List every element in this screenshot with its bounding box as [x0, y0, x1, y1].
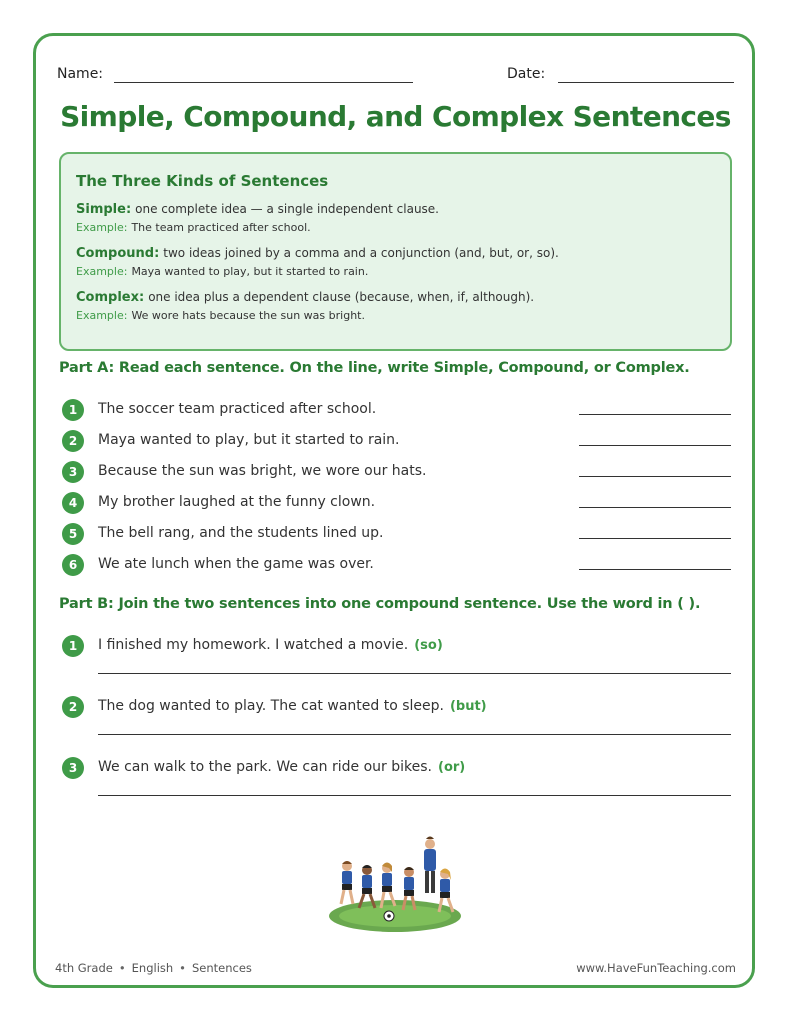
example-label: Example:	[76, 221, 128, 234]
kind-name: Complex:	[76, 290, 145, 305]
name-input-line[interactable]	[114, 82, 413, 83]
page-title: Simple, Compound, and Complex Sentences	[60, 100, 731, 133]
footer-subject: English	[131, 961, 174, 975]
kind-name: Simple:	[76, 202, 132, 217]
footer-topic: Sentences	[191, 961, 252, 975]
part-a-heading: Part A: Read each sentence. On the line, write Simple, Compound, or Complex.	[59, 360, 690, 376]
kind-desc: one idea plus a dependent clause (because, when, if, although).	[148, 290, 535, 304]
answer-line[interactable]	[579, 538, 731, 539]
number-badge: 1	[62, 399, 84, 421]
kind-name: Compound:	[76, 246, 160, 261]
answer-line[interactable]	[98, 795, 731, 796]
answer-line[interactable]	[579, 569, 731, 570]
example-complex	[76, 309, 365, 322]
example-label: Example:	[76, 265, 128, 278]
part-a-item	[62, 461, 732, 485]
number-badge: 3	[62, 461, 84, 483]
number-badge: 2	[62, 430, 84, 452]
sentence-pair-text: The dog wanted to play. The cat wanted to sleep.	[98, 698, 444, 714]
part-b-heading: Part B: Join the two sentences into one compound sentence. Use the word in ( ).	[59, 596, 701, 612]
footer-separator: •	[118, 961, 126, 975]
number-badge: 5	[62, 523, 84, 545]
part-a-item	[62, 554, 732, 578]
info-box-title: The Three Kinds of Sentences	[76, 172, 329, 190]
number-badge: 1	[62, 635, 84, 657]
sentence-text: We ate lunch when the game was over.	[98, 556, 374, 572]
sentence-pair	[98, 637, 443, 653]
number-badge: 4	[62, 492, 84, 514]
kind-simple	[76, 202, 439, 217]
number-badge: 6	[62, 554, 84, 576]
conjunction-hint: (so)	[414, 638, 443, 653]
answer-line[interactable]	[98, 734, 731, 735]
kind-desc: one complete idea — a single independent clause.	[135, 202, 439, 216]
info-box	[59, 152, 732, 351]
answer-line[interactable]	[579, 507, 731, 508]
soccer-kids-illustration	[325, 828, 465, 936]
part-a-item	[62, 523, 732, 547]
kind-complex	[76, 290, 534, 305]
part-a-item	[62, 430, 732, 454]
footer-separator: •	[179, 961, 186, 975]
part-b-item	[62, 757, 732, 817]
kind-compound	[76, 246, 559, 261]
example-compound	[76, 265, 368, 278]
footer-grade: 4th Grade	[55, 961, 113, 975]
sentence-text: The bell rang, and the students lined up.	[98, 525, 384, 541]
footer-website-link[interactable]: www.HaveFunTeaching.com	[576, 961, 736, 975]
sentence-text: Maya wanted to play, but it started to rain.	[98, 432, 400, 448]
sentence-text: The soccer team practiced after school.	[98, 401, 377, 417]
number-badge: 2	[62, 696, 84, 718]
example-label: Example:	[76, 309, 128, 322]
example-text: Maya wanted to play, but it started to rain.	[131, 265, 369, 278]
part-b-item	[62, 635, 732, 695]
answer-line[interactable]	[579, 414, 731, 415]
answer-line[interactable]	[579, 476, 731, 477]
part-a-item	[62, 399, 732, 423]
sentence-text: Because the sun was bright, we wore our hats.	[98, 463, 427, 479]
sentence-text: My brother laughed at the funny clown.	[98, 494, 376, 510]
example-text: The team practiced after school.	[131, 221, 311, 234]
sentence-pair-text: We can walk to the park. We can ride our bikes.	[98, 759, 432, 775]
number-badge: 3	[62, 757, 84, 779]
conjunction-hint: (but)	[449, 699, 487, 714]
sentence-pair-text: I finished my homework. I watched a movie.	[98, 637, 409, 653]
answer-line[interactable]	[98, 673, 731, 674]
conjunction-hint: (or)	[438, 760, 466, 775]
footer-tags	[55, 961, 252, 975]
date-label: Date:	[507, 66, 546, 82]
part-a-item	[62, 492, 732, 516]
answer-line[interactable]	[579, 445, 731, 446]
sentence-pair	[98, 759, 465, 775]
example-simple	[76, 221, 311, 234]
example-text: We wore hats because the sun was bright.	[131, 309, 365, 322]
date-input-line[interactable]	[558, 82, 734, 83]
name-date-row	[57, 66, 737, 88]
name-label: Name:	[57, 66, 104, 82]
part-b-item	[62, 696, 732, 756]
sentence-pair	[98, 698, 487, 714]
kind-desc: two ideas joined by a comma and a conjunction (and, but, or, so).	[163, 246, 559, 260]
